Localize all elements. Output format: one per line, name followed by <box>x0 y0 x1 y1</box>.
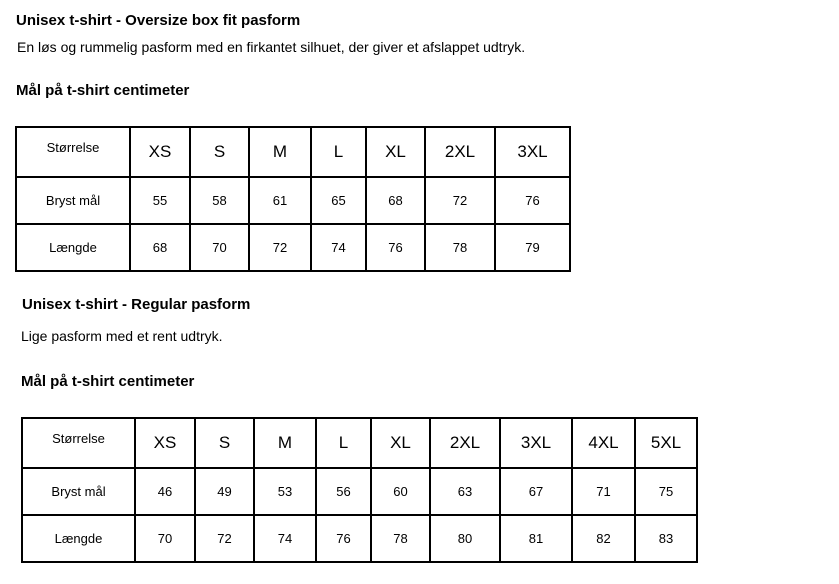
size-cell: 5XL <box>635 418 697 468</box>
size-cell: L <box>316 418 371 468</box>
value-cell: 63 <box>430 468 500 515</box>
size-cell: M <box>254 418 316 468</box>
size-cell: XS <box>130 127 190 177</box>
oversize-measure-heading: Mål på t-shirt centimeter <box>16 82 190 99</box>
value-cell: 74 <box>311 224 366 271</box>
size-cell: XS <box>135 418 195 468</box>
regular-description: Lige pasform med et rent udtryk. <box>21 328 223 344</box>
value-cell: 61 <box>249 177 311 224</box>
value-cell: 81 <box>500 515 572 562</box>
value-cell: 56 <box>316 468 371 515</box>
size-cell: 4XL <box>572 418 635 468</box>
value-cell: 68 <box>366 177 425 224</box>
value-cell: 83 <box>635 515 697 562</box>
size-cell: XL <box>371 418 430 468</box>
value-cell: 78 <box>425 224 495 271</box>
row-label-cell: Bryst mål <box>22 468 135 515</box>
value-cell: 60 <box>371 468 430 515</box>
size-label-cell: Størrelse <box>22 418 135 468</box>
value-cell: 72 <box>249 224 311 271</box>
row-label-cell: Bryst mål <box>16 177 130 224</box>
value-cell: 72 <box>195 515 254 562</box>
value-cell: 76 <box>316 515 371 562</box>
size-cell: S <box>190 127 249 177</box>
table-row <box>16 224 570 271</box>
value-cell: 79 <box>495 224 570 271</box>
value-cell: 58 <box>190 177 249 224</box>
size-cell: M <box>249 127 311 177</box>
regular-measure-heading: Mål på t-shirt centimeter <box>21 373 195 390</box>
oversize-size-table <box>15 126 571 272</box>
size-cell: XL <box>366 127 425 177</box>
size-label-cell: Størrelse <box>16 127 130 177</box>
table-header-row <box>22 418 697 468</box>
value-cell: 74 <box>254 515 316 562</box>
value-cell: 70 <box>190 224 249 271</box>
value-cell: 76 <box>495 177 570 224</box>
regular-title: Unisex t-shirt - Regular pasform <box>22 296 251 313</box>
size-cell: 2XL <box>430 418 500 468</box>
size-cell: L <box>311 127 366 177</box>
oversize-title: Unisex t-shirt - Oversize box fit pasform <box>16 12 301 29</box>
value-cell: 75 <box>635 468 697 515</box>
value-cell: 55 <box>130 177 190 224</box>
value-cell: 49 <box>195 468 254 515</box>
value-cell: 82 <box>572 515 635 562</box>
size-cell: 3XL <box>500 418 572 468</box>
value-cell: 80 <box>430 515 500 562</box>
size-cell: 3XL <box>495 127 570 177</box>
value-cell: 68 <box>130 224 190 271</box>
value-cell: 72 <box>425 177 495 224</box>
table-row <box>22 468 697 515</box>
size-cell: 2XL <box>425 127 495 177</box>
value-cell: 71 <box>572 468 635 515</box>
value-cell: 53 <box>254 468 316 515</box>
oversize-description: En løs og rummelig pasform med en firkantet silhuet, der giver et afslappet udtryk. <box>17 39 526 55</box>
table-header-row <box>16 127 570 177</box>
value-cell: 67 <box>500 468 572 515</box>
row-label-cell: Længde <box>22 515 135 562</box>
regular-size-table <box>21 417 698 563</box>
value-cell: 78 <box>371 515 430 562</box>
table-row <box>22 515 697 562</box>
table-row <box>16 177 570 224</box>
value-cell: 70 <box>135 515 195 562</box>
row-label-cell: Længde <box>16 224 130 271</box>
value-cell: 46 <box>135 468 195 515</box>
value-cell: 76 <box>366 224 425 271</box>
value-cell: 65 <box>311 177 366 224</box>
size-cell: S <box>195 418 254 468</box>
